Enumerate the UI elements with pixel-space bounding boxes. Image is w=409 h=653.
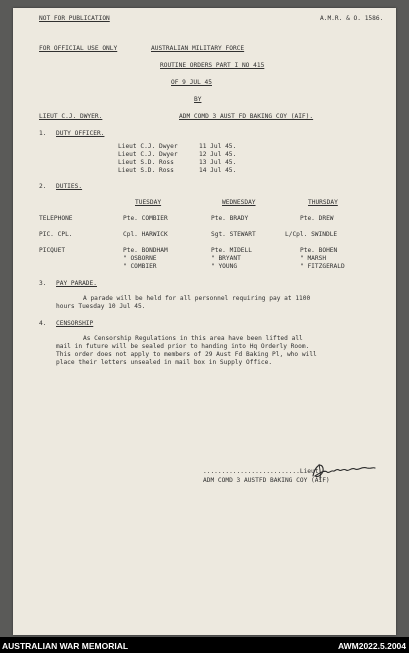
body-line: As Censorship Regulations in this area have been lifted all [83,335,303,342]
body-line: hours Tuesday 10 Jul 45. [56,303,146,310]
duty-officer-date: 12 Jul 45. [199,151,237,158]
duty-officer-name: Lieut C.J. Dwyer [118,151,178,158]
section-4-number: 4. [39,320,47,327]
archive-reference: AWM2022.5.2004 [337,641,406,651]
duty-assignment: Pte. BONDHAM [123,247,168,254]
section-3-number: 3. [39,280,47,287]
duty-assignment: Pte. DREW [300,215,334,222]
duty-assignment: " OSBORNE [123,255,157,262]
signature-block: ADM COMD 3 AUSTFD BAKING COY (AIF) [203,477,330,484]
issuing-unit: ADM COMD 3 AUST FD BAKING COY (AIF). [179,113,314,120]
duty-assignment: L/Cpl. SWINDLE [285,231,338,238]
duty-officer-date: 13 Jul 45. [199,159,237,166]
signature-line: ..........................Lieut [203,468,319,475]
by-label: BY [194,96,202,103]
section-3-title: PAY PARADE. [56,280,97,287]
day-heading: THURSDAY [308,199,338,206]
duty-assignment: Sgt. STEWART [211,231,256,238]
section-1-title: DUTY OFFICER. [56,130,105,137]
force-name: AUSTRALIAN MILITARY FORCE [151,45,245,52]
body-line: This order does not apply to members of 29 Aust Fd Baking Pl, who will [56,351,317,358]
section-1-number: 1. [39,130,47,137]
duty-assignment: Cpl. HARWICK [123,231,168,238]
day-heading: WEDNESDAY [222,199,256,206]
duty-assignment: Pte. BOHEN [300,247,338,254]
duty-assignment: " MARSH [300,255,327,262]
section-2-title: DUTIES. [56,183,83,190]
duty-assignment: " BRYANT [211,255,241,262]
orders-date: OF 9 JUL 45 [171,79,212,86]
routine-orders-title: ROUTINE ORDERS PART I NO 415 [160,62,265,69]
body-line: place their letters unsealed in mail box in Supply Office. [56,359,273,366]
day-heading: TUESDAY [135,199,162,206]
duty-label-telephone: TELEPHONE [39,215,73,222]
duty-officer-name: Lieut C.J. Dwyer [118,143,178,150]
body-line: mail in future will be sealed prior to handing into Hq Orderly Room. [56,343,310,350]
duty-assignment: Pte. BRADY [211,215,249,222]
duty-officer-date: 14 Jul 45. [199,167,237,174]
official-use-notice: FOR OFFICIAL USE ONLY [39,45,118,52]
body-line: A parade will be held for all personnel requiring pay at 1100 [83,295,311,302]
archive-name: AUSTRALIAN WAR MEMORIAL [2,641,129,651]
section-4-title: CENSORSHIP [56,320,94,327]
form-reference: A.M.R. & O. 1586. [320,15,384,22]
archive-footer [0,637,409,653]
duty-assignment: Pte. COMBIER [123,215,168,222]
duty-assignment: " FITZGERALD [300,263,345,270]
document-page [13,8,396,635]
duty-officer-date: 11 Jul 45. [199,143,237,150]
duty-officer-name: Lieut S.D. Ross [118,167,174,174]
not-for-publication: NOT FOR PUBLICATION [39,15,110,22]
section-2-number: 2. [39,183,47,190]
duty-assignment: " YOUNG [211,263,238,270]
duty-officer-name: Lieut S.D. Ross [118,159,174,166]
duty-assignment: Pte. MIDELL [211,247,252,254]
duty-label-picquet: PICQUET [39,247,66,254]
duty-label-pic: PIC. CPL. [39,231,73,238]
issuing-officer: LIEUT C.J. DWYER. [39,113,103,120]
duty-assignment: " COMBIER [123,263,157,270]
